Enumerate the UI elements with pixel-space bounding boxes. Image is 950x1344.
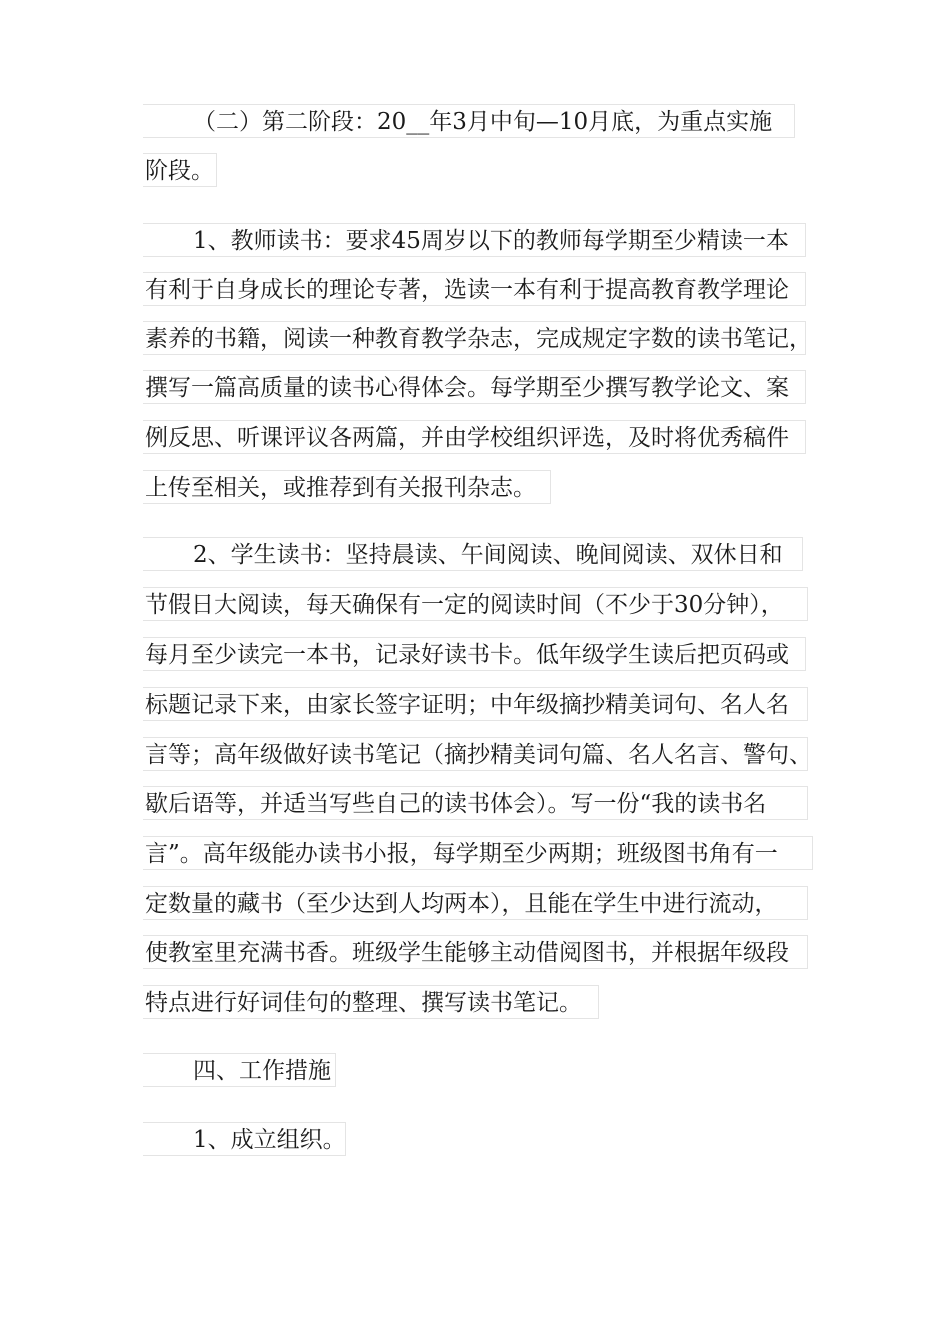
paragraph-3-line-3: 每月至少读完一本书，记录好读书卡。低年级学生读后把页码或	[143, 637, 806, 671]
paragraph-3-line-8: 定数量的藏书（至少达到人均两本），且能在学生中进行流动，	[143, 886, 808, 920]
paragraph-3-line-4: 标题记录下来，由家长签字证明；中年级摘抄精美词句、名人名	[143, 687, 808, 721]
paragraph-2-line-6: 上传至相关，或推荐到有关报刊杂志。	[143, 470, 551, 504]
measure-item-1: 1、成立组织。	[143, 1122, 346, 1156]
paragraph-2-line-3: 素养的书籍，阅读一种教育教学杂志，完成规定字数的读书笔记，	[143, 321, 806, 355]
paragraph-2-line-5: 例反思、听课评议各两篇，并由学校组织评选，及时将优秀稿件	[143, 420, 806, 454]
paragraph-3-line-9: 使教室里充满书香。班级学生能够主动借阅图书，并根据年级段	[143, 935, 808, 969]
paragraph-2-line-1: 1、教师读书：要求45周岁以下的教师每学期至少精读一本	[143, 223, 806, 257]
paragraph-2-line-4: 撰写一篇高质量的读书心得体会。每学期至少撰写教学论文、案	[143, 370, 806, 404]
paragraph-3-line-5: 言等；高年级做好读书笔记（摘抄精美词句篇、名人名言、警句、	[143, 737, 808, 771]
paragraph-3-line-1: 2、学生读书：坚持晨读、午间阅读、晚间阅读、双休日和	[143, 537, 803, 571]
paragraph-3-line-6: 歇后语等，并适当写些自己的读书体会）。写一份“我的读书名	[143, 786, 808, 820]
section-heading-work-measures: 四、工作措施	[143, 1053, 336, 1087]
paragraph-1-line-1: （二）第二阶段：20__年3月中旬—10月底，为重点实施	[143, 104, 795, 138]
paragraph-2-line-2: 有利于自身成长的理论专著，选读一本有利于提高教育教学理论	[143, 272, 806, 306]
paragraph-3-line-10: 特点进行好词佳句的整理、撰写读书笔记。	[143, 985, 599, 1019]
paragraph-3-line-2: 节假日大阅读，每天确保有一定的阅读时间（不少于30分钟），	[143, 587, 808, 621]
paragraph-1-line-2: 阶段。	[143, 153, 217, 187]
paragraph-3-line-7: 言”。高年级能办读书小报，每学期至少两期；班级图书角有一	[143, 836, 813, 870]
